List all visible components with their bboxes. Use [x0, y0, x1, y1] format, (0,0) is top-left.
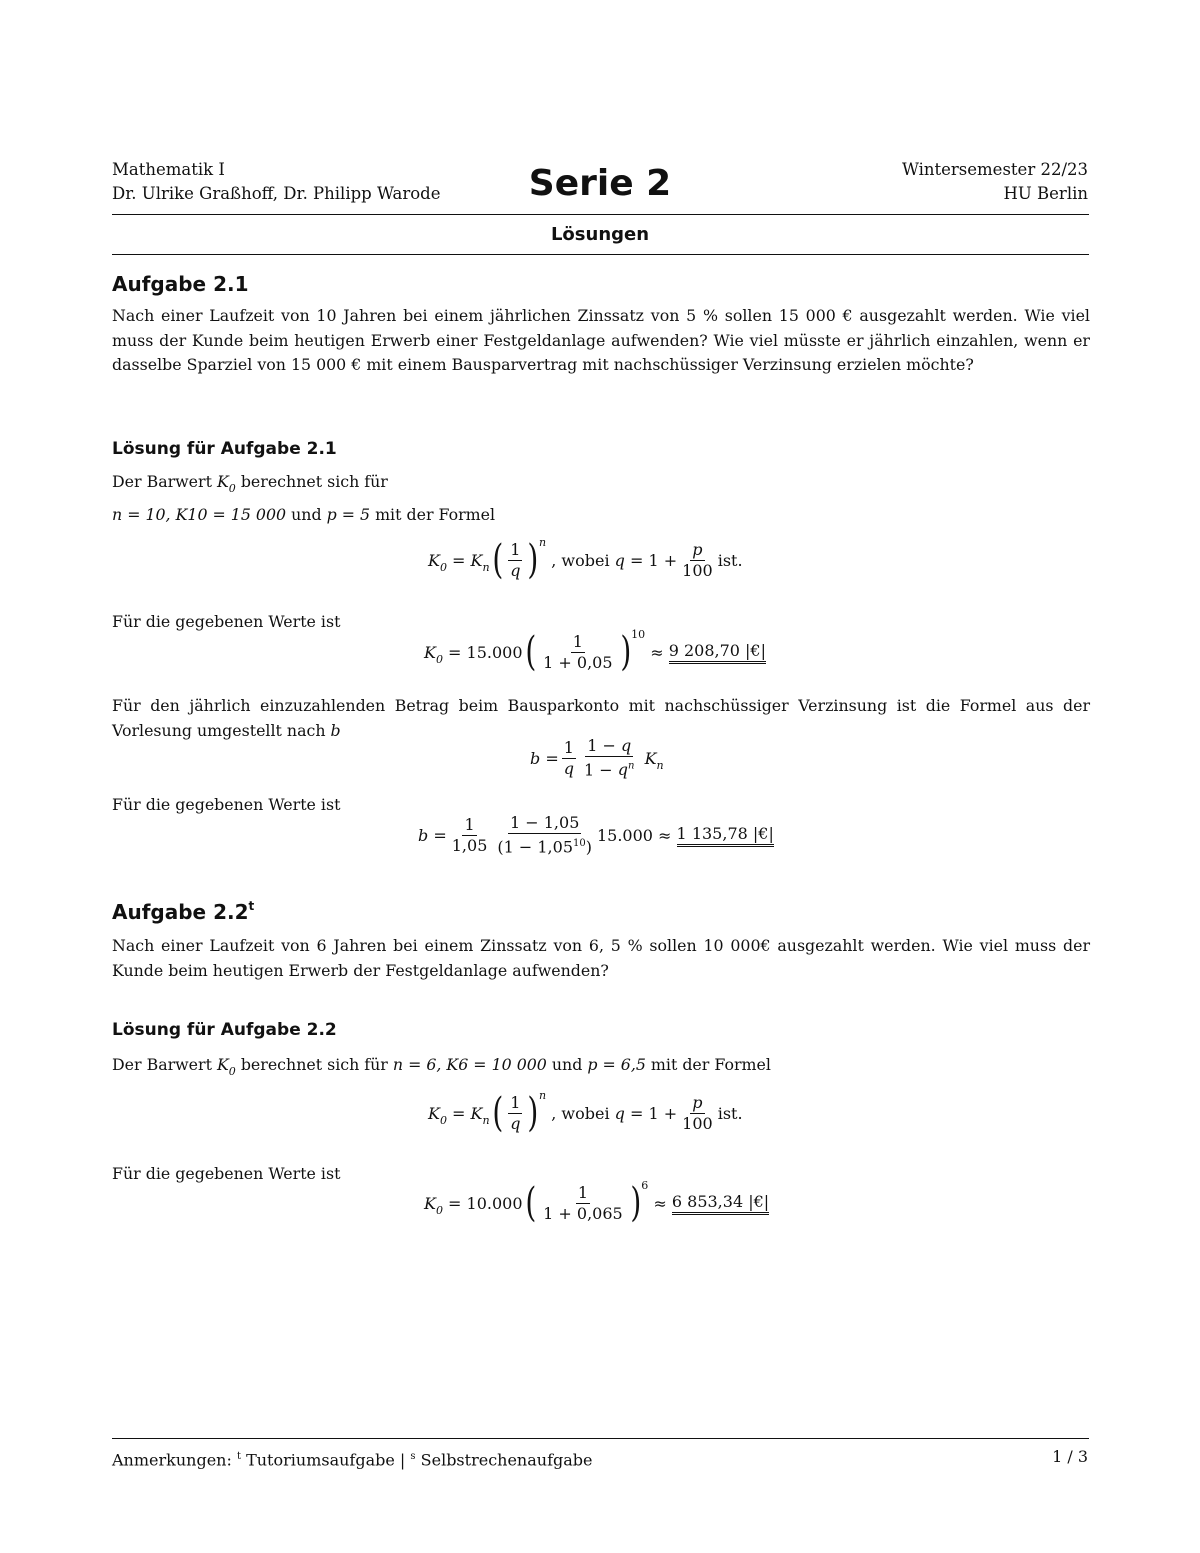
task2-text: Nach einer Laufzeit von 6 Jahren bei einem Zinssatz von 6, 5 % sollen 10 000€ ausgezahlt werden. Wie viel muss der Kunde beim heutigen Erwerb der Festgeldanlage aufwenden?	[112, 936, 1090, 980]
formula2-ist: ist.	[717, 1103, 743, 1123]
eq3-exp: 6	[641, 1178, 649, 1192]
eq1-result: 9 208,70 |€|	[669, 641, 766, 664]
solution2-line1	[112, 1053, 771, 1079]
page-number: 1 / 3	[1052, 1447, 1088, 1466]
barwert-formula: $K_0$ = $K_n$ ( $\frac{1}{q}$ ) n , wobei q = 1 + $\frac{p}{100}$ ist.	[428, 535, 743, 583]
task1-text: Nach einer Laufzeit von 10 Jahren bei einem jährlichen Zinssatz von 5 % sollen 15 000 € ausgezahlt werden. Wie viel muss der Kunde beim heutigen Erwerb einer Festgeldanlage aufwenden? Wie viel müsste er jährlich einzahlen, wenn er dasselbe Sparziel von 15 000 € mit einem Bausparvertrag mit nachschüssiger Verzinsung erzielen möchte?	[112, 306, 1090, 374]
solution1-cond: n = 10, K10 = 15 000	[112, 505, 287, 524]
equation3: $K_0$ = 10.000 ( $\frac{1}{1 + 0,065}$ ) 6 ≈ 6 853,34 |€|	[424, 1178, 770, 1226]
formula2-wobei: wobei	[561, 1103, 610, 1123]
page-subtitle: Lösungen	[550, 224, 650, 245]
eq1-value: 15.000	[466, 642, 523, 662]
solution1-line2	[112, 503, 495, 527]
footer-t-text: Tutoriumsaufgabe |	[246, 1450, 406, 1470]
solution1-line1	[112, 470, 388, 496]
equation2: b = $\frac{1}{1,05}$ $\frac{1 - 1,05}{(1 - 1,05^{10})}$ 15.000 ≈ 1 135,78 |€|	[418, 813, 774, 857]
solution2-given-values: Für die gegebenen Werte ist	[112, 1164, 341, 1183]
solution1-line1-prefix: Der Barwert	[112, 472, 212, 491]
solution1-line1-suffix: berechnet sich für	[240, 472, 388, 491]
barwert-formula-2: $K_0$ = $K_n$ ( $\frac{1}{q}$ ) n , wobei q = 1 + $\frac{p}{100}$ ist.	[428, 1088, 743, 1136]
bauspar-formula: b = $\frac{1}{q}$ $\frac{1 - q}{1 - q^n}$ $K_n$	[530, 736, 664, 780]
equation1: $K_0$ = 15.000 ( $\frac{1}{1 + 0,05}$ ) 10 ≈ 9 208,70 |€|	[424, 627, 766, 675]
solution1-und: und	[291, 505, 322, 524]
eq2-result: 1 135,78 |€|	[677, 824, 774, 847]
task2-heading-sup: t	[248, 899, 255, 913]
solution2-cond: n = 6, K6 = 10 000	[392, 1055, 547, 1074]
task2-heading-text: Aufgabe 2.2	[112, 900, 249, 924]
eq2-value: 15.000	[596, 825, 653, 845]
header-rule-bottom	[112, 254, 1089, 255]
formula1-wobei: wobei	[561, 550, 610, 570]
footer-s-mark: s	[410, 1451, 416, 1462]
symbol-k0: $K_0$	[216, 472, 236, 495]
formula1-ist: ist.	[717, 550, 743, 570]
lecturers: Dr. Ulrike Graßhoff, Dr. Philipp Warode	[112, 184, 441, 203]
eq2-num2: 1 − 1,05	[509, 813, 580, 832]
symbol-k0-2: $K_0$	[216, 1055, 236, 1078]
bauspar-sentence: Für den jährlich einzuzahlenden Betrag beim Bausparkonto mit nachschüssiger Verzinsung ist die Formel aus der Vorlesung umgestellt nach	[112, 696, 1090, 740]
eq3-value: 10.000	[466, 1193, 523, 1213]
solution2-und: und	[551, 1055, 583, 1074]
eq1-den: 1 + 0,05	[543, 652, 613, 672]
eq2-den2: (1 − 1,05	[497, 837, 573, 857]
footer-notes	[112, 1447, 592, 1470]
footer-rule	[112, 1438, 1089, 1439]
page-title: Serie 2	[528, 163, 672, 204]
course-name: Mathematik I	[112, 160, 225, 179]
solution2-line1-prefix: Der Barwert	[112, 1055, 212, 1074]
solution1-p: p = 5	[326, 505, 371, 524]
task1-heading: Aufgabe 2.1	[112, 272, 249, 296]
bauspar-var: b	[330, 720, 341, 740]
semester: Wintersemester 22/23	[901, 160, 1088, 179]
eq3-result: 6 853,34 |€|	[672, 1192, 769, 1215]
footer-s-text: Selbstrechenaufgabe	[420, 1450, 593, 1470]
task2-heading	[112, 900, 254, 924]
footer-label: Anmerkungen:	[112, 1450, 232, 1470]
eq2-den1: 1,05	[451, 835, 488, 855]
eq1-exp: 10	[631, 627, 646, 641]
university: HU Berlin	[1003, 184, 1088, 203]
header-right	[902, 158, 1088, 206]
solution1-heading: Lösung für Aufgabe 2.1	[112, 439, 337, 459]
solution2-line1-mid: berechnet sich für	[240, 1055, 388, 1074]
eq2-den2-exp: 10	[573, 838, 586, 849]
footer-t-mark: t	[236, 1451, 241, 1462]
eq3-den: 1 + 0,065	[543, 1203, 623, 1223]
solution1-line2-suffix: mit der Formel	[375, 505, 496, 524]
solution2-heading: Lösung für Aufgabe 2.2	[112, 1020, 337, 1040]
solution2-p: p = 6,5	[587, 1055, 646, 1074]
solution2-line1-suffix: mit der Formel	[650, 1055, 771, 1074]
solution1-given-values2: Für die gegebenen Werte ist	[112, 795, 341, 814]
solution1-given-values: Für die gegebenen Werte ist	[112, 612, 341, 631]
header-rule-top	[112, 214, 1089, 215]
